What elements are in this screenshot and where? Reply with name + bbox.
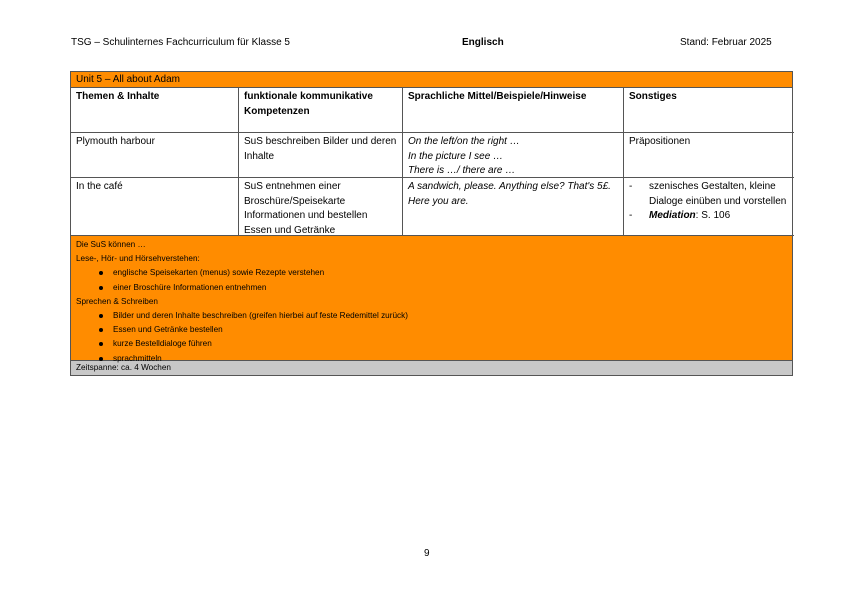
skill-item: sprachmitteln	[76, 352, 787, 366]
skill-item: kurze Bestelldialoge führen	[76, 337, 787, 351]
table-row	[71, 178, 792, 236]
skill-item: Bilder und deren Inhalte beschreiben (greifen hierbei auf feste Redemittel zurück)	[76, 309, 787, 323]
skills-intro: Die SuS können …	[76, 240, 146, 249]
cell-mittel: A sandwich, please. Anything else? That's 5£. Here you are.	[403, 178, 624, 236]
skills-group-title: Sprechen & Schreiben	[76, 296, 158, 306]
column-header-themen: Themen & Inhalte	[71, 88, 239, 133]
mittel-line: There is …/ there are …	[408, 165, 516, 176]
column-header-kompetenzen: funktionale kommunikative Kompetenzen	[239, 88, 403, 133]
cell-kompetenzen: SuS entnehmen einer Broschüre/Speisekarte Informationen und bestellen Essen und Getränke	[239, 178, 403, 236]
skills-group-title: Lese-, Hör- und Hörsehverstehen:	[76, 254, 200, 264]
table-header-row	[71, 88, 792, 133]
cell-sonstiges	[624, 178, 794, 236]
mittel-line: In the picture I see …	[408, 150, 504, 162]
page-number: 9	[424, 548, 430, 559]
skills-block	[71, 236, 792, 361]
skills-list	[76, 266, 787, 294]
sonstiges-list	[629, 180, 789, 224]
table-row	[71, 133, 792, 178]
column-header-mittel: Sprachliche Mittel/Beispiele/Hinweise	[403, 88, 624, 133]
sonstiges-item	[629, 209, 789, 224]
unit-title: Unit 5 – All about Adam	[71, 72, 792, 88]
curriculum-table	[70, 71, 793, 376]
timespan-row: Zeitspanne: ca. 4 Wochen	[71, 361, 792, 375]
cell-themen: Plymouth harbour	[71, 133, 239, 178]
mittel-line: On the left/on the right …	[408, 136, 520, 147]
column-header-sonstiges: Sonstiges	[624, 88, 794, 133]
skill-item: Essen und Getränke bestellen	[76, 323, 787, 337]
sonstiges-item: - szenisches Gestalten, kleine Dialoge einüben und vorstellen	[629, 180, 789, 209]
cell-themen: In the café	[71, 178, 239, 236]
skill-item: englische Speisekarten (menus) sowie Rezepte verstehen	[76, 266, 787, 280]
skills-list	[76, 309, 787, 366]
skill-item: einer Broschüre Informationen entnehmen	[76, 281, 787, 295]
cell-sonstiges: Präpositionen	[624, 133, 794, 178]
mediation-page: : S. 106	[695, 210, 731, 221]
header-left: TSG – Schulinternes Fachcurriculum für Klasse 5	[71, 37, 290, 48]
header-subject: Englisch	[462, 37, 504, 48]
cell-kompetenzen: SuS beschreiben Bilder und deren Inhalte	[239, 133, 403, 178]
mediation-label: Mediation	[649, 210, 696, 221]
header-date: Stand: Februar 2025	[680, 37, 772, 48]
cell-mittel	[403, 133, 624, 178]
